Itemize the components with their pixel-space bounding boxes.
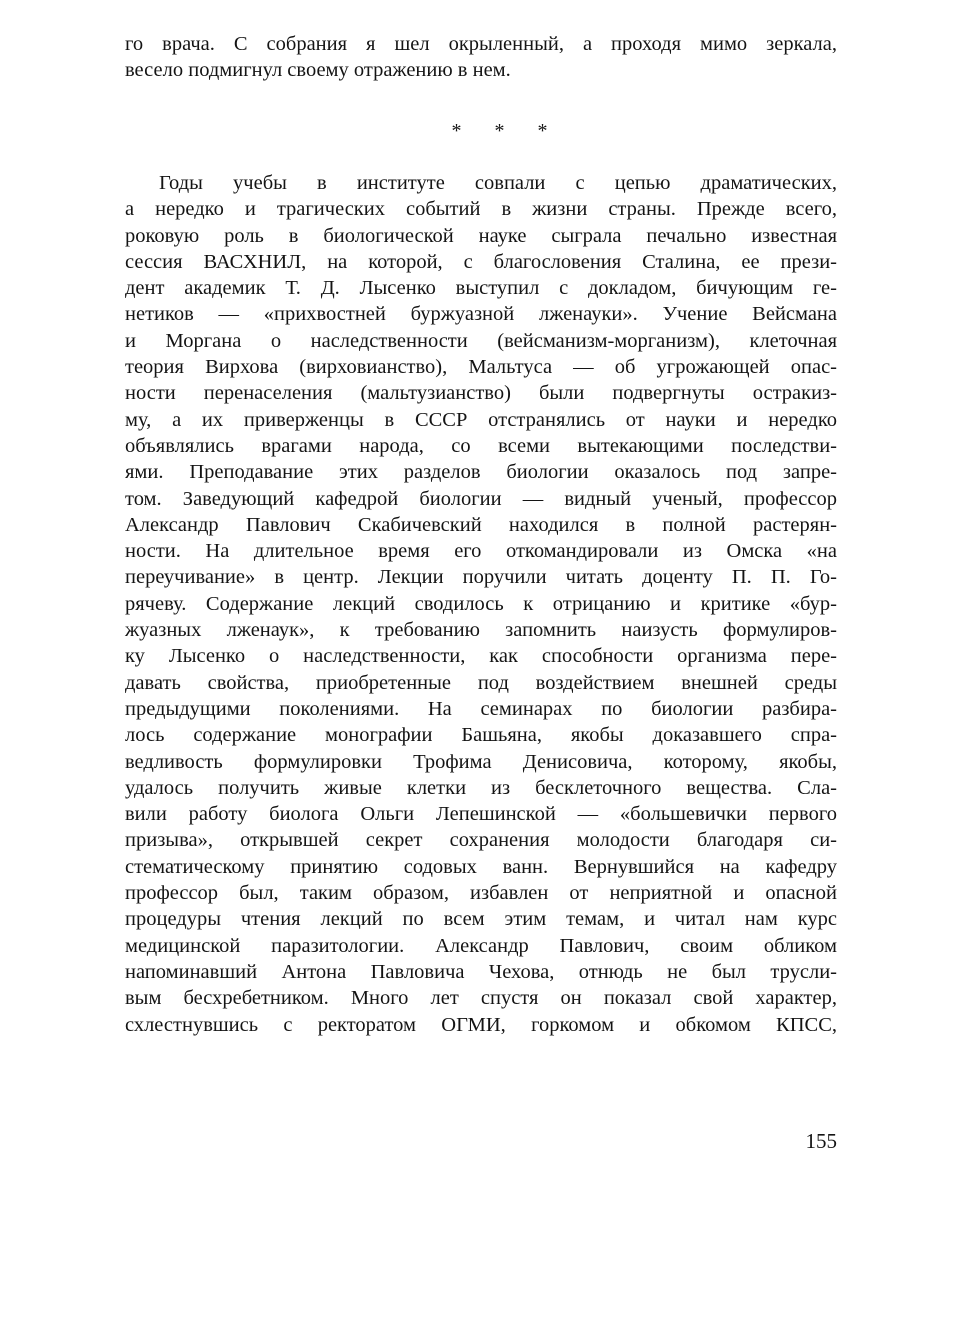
- text-line: лось содержание монографии Башьяна, якобы доказавшего спра-: [125, 724, 837, 747]
- text-line: процедуры чтения лекций по всем этим темам, и читал нам курс: [125, 908, 837, 931]
- main-paragraph: [125, 170, 837, 1038]
- text-line: теория Вирхова (вирховианство), Мальтуса — об угрожающей опас-: [125, 356, 837, 379]
- page-number: 155: [805, 1129, 837, 1153]
- text-line: ности. На длительное время его откомандировали из Омска «на: [125, 540, 837, 563]
- text-line: рячеву. Содержание лекций сводилось к отрицанию и критике «бур-: [125, 592, 837, 615]
- text-line: нетиков — «прихвостней буржуазной лженауки». Учение Вейсмана: [125, 303, 837, 326]
- text-line: сессия ВАСХНИЛ, на которой, с благословения Сталина, ее прези-: [125, 250, 837, 273]
- text-line: и Моргана о наследственности (вейсманизм-морганизм), клеточная: [125, 329, 837, 352]
- text-line: предыдущими поколениями. На семинарах по биологии разбира-: [125, 697, 837, 720]
- text-line: жуазных лженаук», к требованию запомнить наизусть формулиров-: [125, 619, 837, 642]
- text-line: удалось получить живые клетки из бесклеточного вещества. Сла-: [125, 776, 837, 799]
- text-line: ности перенаселения (мальтузианство) были подвергнуты остракиз-: [125, 382, 837, 405]
- text-line: профессор был, таким образом, избавлен от неприятной и опасной: [125, 882, 837, 905]
- text-line: ведливость формулировки Трофима Денисовича, которому, якобы,: [125, 750, 837, 773]
- top-paragraph: [125, 31, 837, 84]
- text-line: Годы учебы в институте совпали с цепью драматических,: [159, 172, 837, 194]
- text-line: а нередко и трагических событий в жизни страны. Прежде всего,: [125, 198, 837, 221]
- text-line: весело подмигнул своему отражению в нем.: [125, 59, 511, 82]
- text-line: переучивание» в центр. Лекции поручили читать доценту П. П. Го-: [125, 566, 837, 589]
- text-line: призыва», открывшей секрет сохранения молодости благодаря си-: [125, 829, 837, 852]
- text-line: медицинской паразитологии. Александр Павлович, своим обликом: [125, 934, 837, 957]
- text-line: ку Лысенко о наследственности, как способности организма пере-: [125, 645, 837, 668]
- text-line: схлестнувшись с ректоратом ОГМИ, горкомом и обкомом КПСС,: [125, 1013, 837, 1036]
- text-line: объявлялись врагами народа, со всеми вытекающими последстви-: [125, 434, 837, 457]
- text-line: напоминавший Антона Павловича Чехова, отнюдь не был трусли-: [125, 960, 837, 983]
- text-line: том. Заведующий кафедрой биологии — видный ученый, профессор: [125, 487, 837, 510]
- section-separator: * * *: [451, 120, 562, 142]
- text-line: му, а их приверженцы в СССР отстранялись от науки и нередко: [125, 408, 837, 431]
- text-line: вым бесхребетником. Много лет спустя он показал свой характер,: [125, 987, 837, 1010]
- text-line: го врача. С собрания я шел окрыленный, а проходя мимо зеркала,: [125, 33, 837, 55]
- text-line: Александр Павлович Скабичевский находился в полной растерян-: [125, 513, 837, 536]
- text-line: роковую роль в биологической науке сыграла печально известная: [125, 224, 837, 247]
- text-line: вили работу биолога Ольги Лепешинской — «большевички первого: [125, 803, 837, 826]
- text-line: давать свойства, приобретенные под воздействием внешней среды: [125, 671, 837, 694]
- text-line: дент академик Т. Д. Лысенко выступил с докладом, бичующим ге-: [125, 277, 837, 300]
- text-line: стематическому принятию содовых ванн. Вернувшийся на кафедру: [125, 855, 837, 878]
- text-line: ями. Преподавание этих разделов биологии оказалось под запре-: [125, 461, 837, 484]
